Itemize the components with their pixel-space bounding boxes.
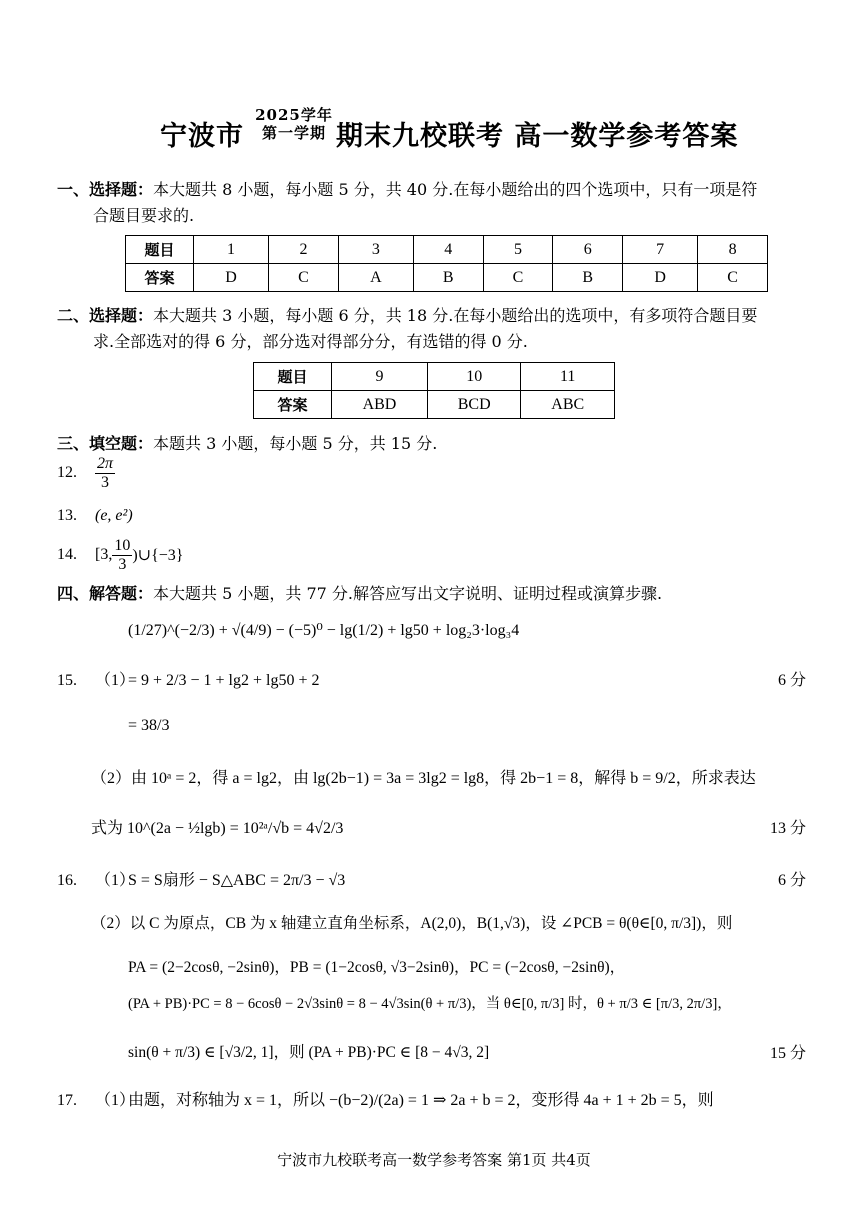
q17-number: 17. (57, 1092, 77, 1109)
table-row (254, 363, 615, 391)
table-cell: ABD (332, 391, 428, 419)
title-year-top: 2025学年 (255, 106, 333, 124)
title-year-bottom: 第一学期 (261, 124, 326, 142)
table-cell: 10 (427, 363, 521, 391)
section1-label: 一、选择题： (57, 180, 154, 199)
q12-answer (57, 455, 115, 491)
table-cell: C (483, 264, 553, 292)
table-cell: D (623, 264, 698, 292)
q16-part1 (57, 867, 345, 890)
table-cell: C (698, 264, 768, 292)
table-cell: D (194, 264, 269, 292)
q16-score1: 6 分 (777, 872, 806, 889)
q16-number: 16. (57, 872, 77, 889)
table-cell: ABC (521, 391, 615, 419)
q16-part1-text: S = S扇形 − S△ABC = 2π/3 − √3 (128, 872, 346, 889)
section1-answer-table (125, 235, 768, 292)
section3-label: 三、填空题： (57, 434, 154, 453)
table-cell: 3 (338, 236, 413, 264)
table-cell: 9 (332, 363, 428, 391)
q16-part2-text2: PA = (2−2cosθ, −2sinθ)，PB = (1−2cosθ, √3−2sinθ)，PC = (−2cosθ, −2sinθ)， (128, 959, 626, 976)
table-cell: C (269, 264, 339, 292)
q16-part2-text3: (PA + PB)·PC = 8 − 6cosθ − 2√3sinθ = 8 − 4√3sin(θ + π/3)，当 θ∈[0, π/3] 时，θ + π/3 ∈ [π/3, 2π/3]， (128, 996, 732, 1012)
q15-step2: = 38/3 (128, 717, 170, 734)
q13-number: 13. (57, 507, 77, 524)
section1-text1: 本大题共 8 小题，每小题 5 分，共 40 分.在每小题给出的四个选项中，只有一项是符 (153, 180, 758, 199)
q12-frac-den: 3 (101, 473, 109, 491)
section3-text: 本题共 3 小题，每小题 5 分，共 15 分. (153, 434, 438, 453)
table-cell: 1 (194, 236, 269, 264)
document-title (160, 106, 739, 153)
q14-pre: [3, (95, 546, 113, 564)
q16-part2-text4: sin(θ + π/3) ∈ [√3/2, 1]，则 (PA + PB)·PC ∈ [8 − 4√3, 2] (128, 1044, 490, 1061)
q12-frac-num: 2π (97, 455, 114, 472)
q17-part1-label: （1） (95, 1092, 136, 1109)
q16-part2-line1 (91, 911, 732, 933)
q14-number: 14. (57, 546, 77, 564)
q17-part1 (57, 1087, 714, 1110)
section1-line1 (57, 177, 757, 203)
q15-step1: = 9 + 2/3 − 1 + lg2 + lg50 + 2 (128, 672, 320, 689)
table-cell: 4 (413, 236, 483, 264)
table-row (254, 391, 615, 419)
q15-expression: (1/27)^(−2/3) + √(4/9) − (−5)⁰ − lg(1/2) + lg50 + log₂3·log₃4 (128, 622, 520, 639)
table-cell: 2 (269, 236, 339, 264)
table-header-cell: 题目 (126, 236, 194, 264)
q16-score2: 15 分 (769, 1045, 806, 1062)
q14-post: )∪{−3} (132, 547, 184, 565)
title-year-stack (252, 106, 336, 144)
section2-line1 (57, 303, 757, 329)
q14-fraction (112, 537, 132, 573)
table-cell: 5 (483, 236, 553, 264)
q15-number: 15. (57, 672, 77, 689)
q16-part2-label: （2） (91, 915, 130, 932)
table-header-cell: 答案 (126, 264, 194, 292)
section4-text: 本大题共 5 小题，共 77 分.解答应写出文字说明、证明过程或演算步骤. (153, 584, 663, 603)
table-row (126, 264, 768, 292)
table-cell: B (413, 264, 483, 292)
section1-text2: 合题目要求的. (93, 206, 195, 225)
table-cell: 11 (521, 363, 615, 391)
title-suffix: 期末九校联考 高一数学参考答案 (336, 121, 739, 152)
q15-score2: 13 分 (769, 820, 806, 837)
page-footer: 宁波市九校联考高一数学参考答案 第1页 共4页 (277, 1151, 591, 1169)
section4-line (57, 581, 662, 607)
q15-part2-text1: 由 10ᵃ = 2，得 a = lg2，由 lg(2b−1) = 3a = 3lg2 = lg8，得 2b−1 = 8，解得 b = 9/2，所求表达 (131, 770, 756, 787)
q14-frac-num: 10 (114, 537, 131, 554)
table-cell: 6 (553, 236, 623, 264)
table-header-cell: 题目 (254, 363, 332, 391)
table-cell: BCD (427, 391, 521, 419)
section3-line (57, 431, 437, 457)
section2-text2: 求.全部选对的得 6 分，部分选对得部分分，有选错的得 0 分. (93, 332, 528, 351)
table-row (126, 236, 768, 264)
table-cell: B (553, 264, 623, 292)
q15-part2-label: （2） (91, 770, 132, 787)
title-prefix: 宁波市 (160, 121, 244, 152)
q13-value: (e, e²) (95, 507, 133, 524)
q13-answer (57, 507, 133, 525)
q15-part1-label: （1） (95, 672, 136, 689)
section4-label: 四、解答题： (57, 584, 154, 603)
q14-frac-den: 3 (118, 555, 127, 573)
q15-part2-line1 (91, 765, 756, 788)
q12-number: 12. (57, 464, 77, 482)
table-cell: A (338, 264, 413, 292)
q15-score1: 6 分 (777, 672, 806, 689)
q15-part1 (57, 667, 319, 690)
table-cell: 8 (698, 236, 768, 264)
section2-answer-table (253, 362, 615, 419)
q12-fraction (95, 455, 115, 491)
table-cell: 7 (623, 236, 698, 264)
q15-part2-text2: 式为 10^(2a − ½lgb) = 10²ᵃ/√b = 4√2/3 (91, 820, 344, 837)
section2-label: 二、选择题： (57, 306, 154, 325)
table-header-cell: 答案 (254, 391, 332, 419)
q16-part2-text1: 以 C 为原点，CB 为 x 轴建立直角坐标系，A(2,0)，B(1,√3)，设 ∠PCB = θ(θ∈[0, π/3])，则 (129, 915, 733, 932)
section2-text1: 本大题共 3 小题，每小题 6 分，共 18 分.在每小题给出的选项中，有多项符合题目要 (153, 306, 758, 325)
q14-answer (57, 537, 183, 573)
q16-part1-label: （1） (95, 872, 136, 889)
q17-part1-text: 由题，对称轴为 x = 1，所以 −(b−2)/(2a) = 1 ⇒ 2a + b = 2，变形得 4a + 1 + 2b = 5，则 (128, 1092, 714, 1109)
